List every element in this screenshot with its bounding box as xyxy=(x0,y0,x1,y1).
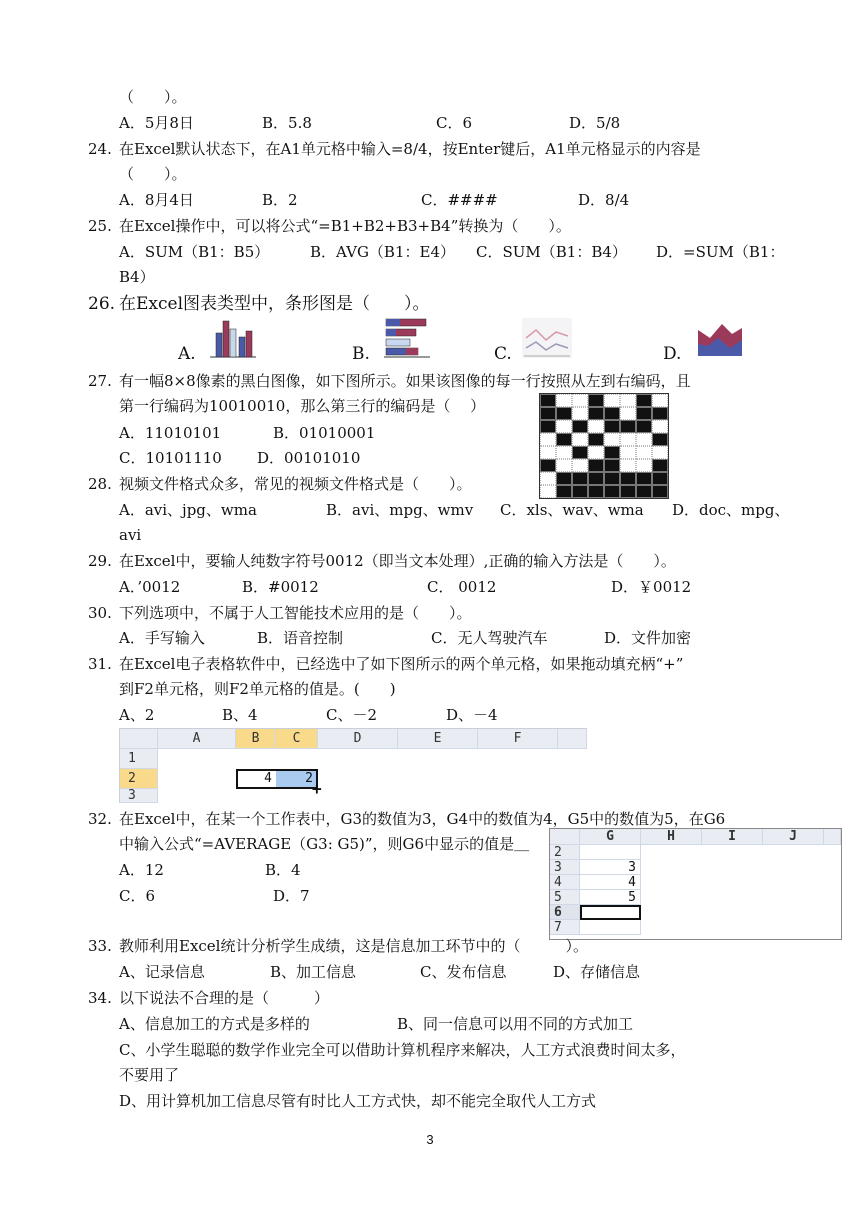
option-a: A、2 xyxy=(119,706,155,724)
pixel-cell xyxy=(620,407,636,420)
option-d: D、存储信息 xyxy=(553,963,641,981)
option-a: A．’0012 xyxy=(119,578,181,596)
pixel-cell xyxy=(572,459,588,472)
option-d: D．5/8 xyxy=(569,114,621,132)
bar-chart-icon xyxy=(384,317,432,359)
option-b: B．avi、mpg、wmv xyxy=(326,501,474,519)
pixel-cell xyxy=(652,485,668,498)
pixel-cell xyxy=(556,459,572,472)
question-number: 24. xyxy=(88,140,112,158)
pixel-cell xyxy=(588,407,604,420)
pixel-cell xyxy=(540,420,556,433)
column-header: C xyxy=(276,729,318,749)
option-a: A．手写输入 xyxy=(119,629,205,647)
pixel-cell xyxy=(588,433,604,446)
cell-g: 5 xyxy=(580,890,641,905)
column-header: A xyxy=(158,729,236,749)
pixel-cell xyxy=(636,446,652,459)
corner-cell xyxy=(550,829,580,845)
row-header: 3 xyxy=(550,860,580,875)
option-b: B．AVG（B1：E4） xyxy=(310,243,455,261)
prev-question-paren: （ ）。 xyxy=(119,88,187,106)
question-text: 在Excel电子表格软件中，已经选中了如下图所示的两个单元格，如果拖动填充柄“+” xyxy=(119,655,684,673)
pixel-cell xyxy=(588,472,604,485)
question-text: （ ）。 xyxy=(119,165,187,183)
option-c: C. xyxy=(494,344,512,364)
pixel-cell xyxy=(540,394,556,407)
question-number: 29. xyxy=(88,552,112,570)
pixel-cell xyxy=(620,472,636,485)
pixel-cell xyxy=(556,407,572,420)
row-header: 7 xyxy=(550,920,580,935)
row-header: 1 xyxy=(120,749,158,769)
pixel-cell xyxy=(620,485,636,498)
option-c-wrap: 不要用了 xyxy=(119,1066,180,1084)
column-header: J xyxy=(763,829,824,845)
question-number: 33. xyxy=(88,937,112,955)
pixel-cell xyxy=(620,394,636,407)
option-d-wrap: B4） xyxy=(119,268,155,286)
column-header: D xyxy=(318,729,398,749)
excel-snippet-31 xyxy=(119,728,587,803)
pixel-cell xyxy=(588,446,604,459)
pixel-cell xyxy=(540,407,556,420)
pixel-cell xyxy=(588,459,604,472)
option-c: C．xls、wav、wma xyxy=(500,501,644,519)
pixel-cell xyxy=(652,420,668,433)
pixel-cell xyxy=(540,446,556,459)
pixel-cell xyxy=(604,485,620,498)
option-d: D．￥0012 xyxy=(611,578,692,596)
question-text: 在Excel中，在某一个工作表中，G3的数值为3，G4中的数值为4，G5中的数值为5，在G6 xyxy=(119,810,726,828)
option-d: D、用计算机加工信息尽管有时比人工方式快，却不能完全取代人工方式 xyxy=(119,1092,597,1110)
column-chart-icon xyxy=(208,317,258,359)
option-d: D．=SUM（B1： xyxy=(656,243,785,261)
pixel-cell xyxy=(652,459,668,472)
row-header: 2 xyxy=(120,769,158,789)
row-header: 5 xyxy=(550,890,580,905)
question-number: 30. xyxy=(88,604,112,622)
pixel-cell xyxy=(620,459,636,472)
pixel-cell xyxy=(636,394,652,407)
option-a: A．avi、jpg、wma xyxy=(119,501,257,519)
option-c: C．SUM（B1：B4） xyxy=(476,243,627,261)
column-header: F xyxy=(478,729,558,749)
question-text: 到F2单元格，则F2单元格的值是。( ) xyxy=(119,680,396,698)
option-a: A．12 xyxy=(119,861,164,879)
option-b: B．2 xyxy=(262,191,298,209)
pixel-cell xyxy=(572,485,588,498)
pixel-cell xyxy=(556,485,572,498)
option-d: D、－4 xyxy=(446,706,498,724)
pixel-image-grid xyxy=(539,393,669,499)
option-d: D．文件加密 xyxy=(604,629,692,647)
pixel-cell xyxy=(636,407,652,420)
question-text: 第一行编码为10010010，那么第三行的编码是（ ） xyxy=(119,397,486,415)
option-b: B、同一信息可以用不同的方式加工 xyxy=(397,1015,634,1033)
pixel-cell xyxy=(572,472,588,485)
question-text: 下列选项中，不属于人工智能技术应用的是（ ）。 xyxy=(119,604,472,622)
pixel-cell xyxy=(572,407,588,420)
pixel-cell xyxy=(652,472,668,485)
pixel-cell xyxy=(620,446,636,459)
cell-g xyxy=(580,920,641,935)
option-c: C、发布信息 xyxy=(420,963,507,981)
pixel-cell xyxy=(604,394,620,407)
column-header-blank xyxy=(824,829,841,845)
option-d: D．doc、mpg、 xyxy=(672,501,790,519)
option-c: C．6 xyxy=(436,114,473,132)
question-number: 27. xyxy=(88,372,112,390)
question-text: 中输入公式“=AVERAGE（G3: G5)”，则G6中显示的值是＿ xyxy=(119,835,530,853)
column-header: I xyxy=(702,829,763,845)
pixel-cell xyxy=(604,433,620,446)
pixel-cell xyxy=(636,459,652,472)
option-a: A．8月4日 xyxy=(119,191,194,209)
option-b: B．#0012 xyxy=(242,578,319,596)
question-text: 教师利用Excel统计分析学生成绩，这是信息加工环节中的（ ）。 xyxy=(119,937,588,955)
option-b: B、4 xyxy=(222,706,258,724)
pixel-cell xyxy=(620,433,636,446)
question-text: 在Excel默认状态下，在A1单元格中输入=8/4，按Enter键后，A1单元格显示的内容是 xyxy=(119,140,701,158)
pixel-cell xyxy=(540,485,556,498)
pixel-cell xyxy=(588,485,604,498)
question-number: 31. xyxy=(88,655,112,673)
pixel-cell xyxy=(652,394,668,407)
corner-cell xyxy=(120,729,158,749)
option-b: B、加工信息 xyxy=(270,963,357,981)
cell-g xyxy=(580,845,641,860)
option-c: C．6 xyxy=(119,887,156,905)
row-header: 2 xyxy=(550,845,580,860)
question-number: 34. xyxy=(88,989,112,1007)
question-text: 在Excel图表类型中，条形图是（ ）。 xyxy=(119,294,430,314)
excel-snippet-32 xyxy=(549,828,842,940)
pixel-cell xyxy=(620,420,636,433)
pixel-cell xyxy=(652,446,668,459)
option-d: D．8/4 xyxy=(578,191,630,209)
pixel-cell xyxy=(604,459,620,472)
line-chart-icon xyxy=(522,318,572,358)
option-d: D. xyxy=(663,344,682,364)
question-text: 在Excel中，要输人纯数字符号0012（即当文本处理）,正确的输入方法是（ ）。 xyxy=(119,552,676,570)
option-b: B．语音控制 xyxy=(257,629,344,647)
cell-b2: 4 xyxy=(264,771,272,786)
pixel-cell xyxy=(588,420,604,433)
option-d: D．00101010 xyxy=(257,449,361,467)
option-b: B．4 xyxy=(265,861,301,879)
pixel-cell xyxy=(572,433,588,446)
cell-g6-selected xyxy=(580,905,641,920)
question-text: 在Excel操作中，可以将公式“=B1+B2+B3+B4”转换为（ ）。 xyxy=(119,217,571,235)
pixel-cell xyxy=(556,433,572,446)
pixel-cell xyxy=(604,420,620,433)
row-header: 3 xyxy=(120,789,158,803)
pixel-cell xyxy=(604,407,620,420)
row-header: 4 xyxy=(550,875,580,890)
question-text: 以下说法不合理的是（ ） xyxy=(119,989,330,1007)
fill-handle-cross-icon[interactable]: + xyxy=(312,779,322,798)
option-c: C、－2 xyxy=(326,706,378,724)
question-number: 28. xyxy=(88,475,112,493)
area-chart-icon xyxy=(696,318,744,358)
pixel-cell xyxy=(540,472,556,485)
pixel-cell xyxy=(636,485,652,498)
pixel-cell xyxy=(652,433,668,446)
column-header-blank xyxy=(558,729,587,749)
pixel-cell xyxy=(540,433,556,446)
column-header: H xyxy=(641,829,702,845)
question-number: 26. xyxy=(88,294,116,314)
option-c: C．无人驾驶汽车 xyxy=(431,629,548,647)
pixel-cell xyxy=(588,394,604,407)
option-b: B．5.8 xyxy=(262,114,312,132)
pixel-cell xyxy=(556,394,572,407)
option-a: A、记录信息 xyxy=(119,963,205,981)
pixel-cell xyxy=(636,472,652,485)
pixel-cell xyxy=(572,420,588,433)
question-text: 有一幅8×8像素的黑白图像，如下图所示。如果该图像的每一行按照从左到右编码，且 xyxy=(119,372,691,390)
question-number: 32. xyxy=(88,810,112,828)
pixel-cell xyxy=(604,472,620,485)
pixel-cell xyxy=(652,407,668,420)
question-text: 视频文件格式众多，常见的视频文件格式是（ ）。 xyxy=(119,475,472,493)
page-number: 3 xyxy=(426,1132,434,1147)
row-header: 6 xyxy=(550,905,580,920)
pixel-cell xyxy=(572,394,588,407)
column-header: G xyxy=(580,829,641,845)
pixel-cell xyxy=(636,433,652,446)
option-a: A．11010101 xyxy=(119,424,222,442)
column-header: B xyxy=(236,729,276,749)
question-number: 25. xyxy=(88,217,112,235)
pixel-cell xyxy=(556,446,572,459)
option-d-wrap: avi xyxy=(119,526,142,544)
pixel-cell xyxy=(636,420,652,433)
option-b: B．01010001 xyxy=(273,424,376,442)
option-a: A．5月8日 xyxy=(119,114,194,132)
option-a: A、信息加工的方式是多样的 xyxy=(119,1015,310,1033)
cell-g: 4 xyxy=(580,875,641,890)
option-a: A. xyxy=(178,344,196,364)
column-header: E xyxy=(398,729,478,749)
option-c: C．#### xyxy=(421,191,498,209)
pixel-cell xyxy=(556,472,572,485)
pixel-cell xyxy=(572,446,588,459)
option-b: B. xyxy=(352,344,370,364)
option-a: A．SUM（B1：B5） xyxy=(119,243,270,261)
option-d: D．7 xyxy=(273,887,310,905)
pixel-cell xyxy=(540,459,556,472)
pixel-cell xyxy=(604,446,620,459)
option-c: C． 0012 xyxy=(427,578,497,596)
cell-g: 3 xyxy=(580,860,641,875)
option-c: C、小学生聪聪的数学作业完全可以借助计算机程序来解决，人工方式浪费时间太多， xyxy=(119,1041,686,1059)
option-c: C．10101110 xyxy=(119,449,222,467)
pixel-cell xyxy=(556,420,572,433)
cell-c2: 2 xyxy=(276,771,316,787)
